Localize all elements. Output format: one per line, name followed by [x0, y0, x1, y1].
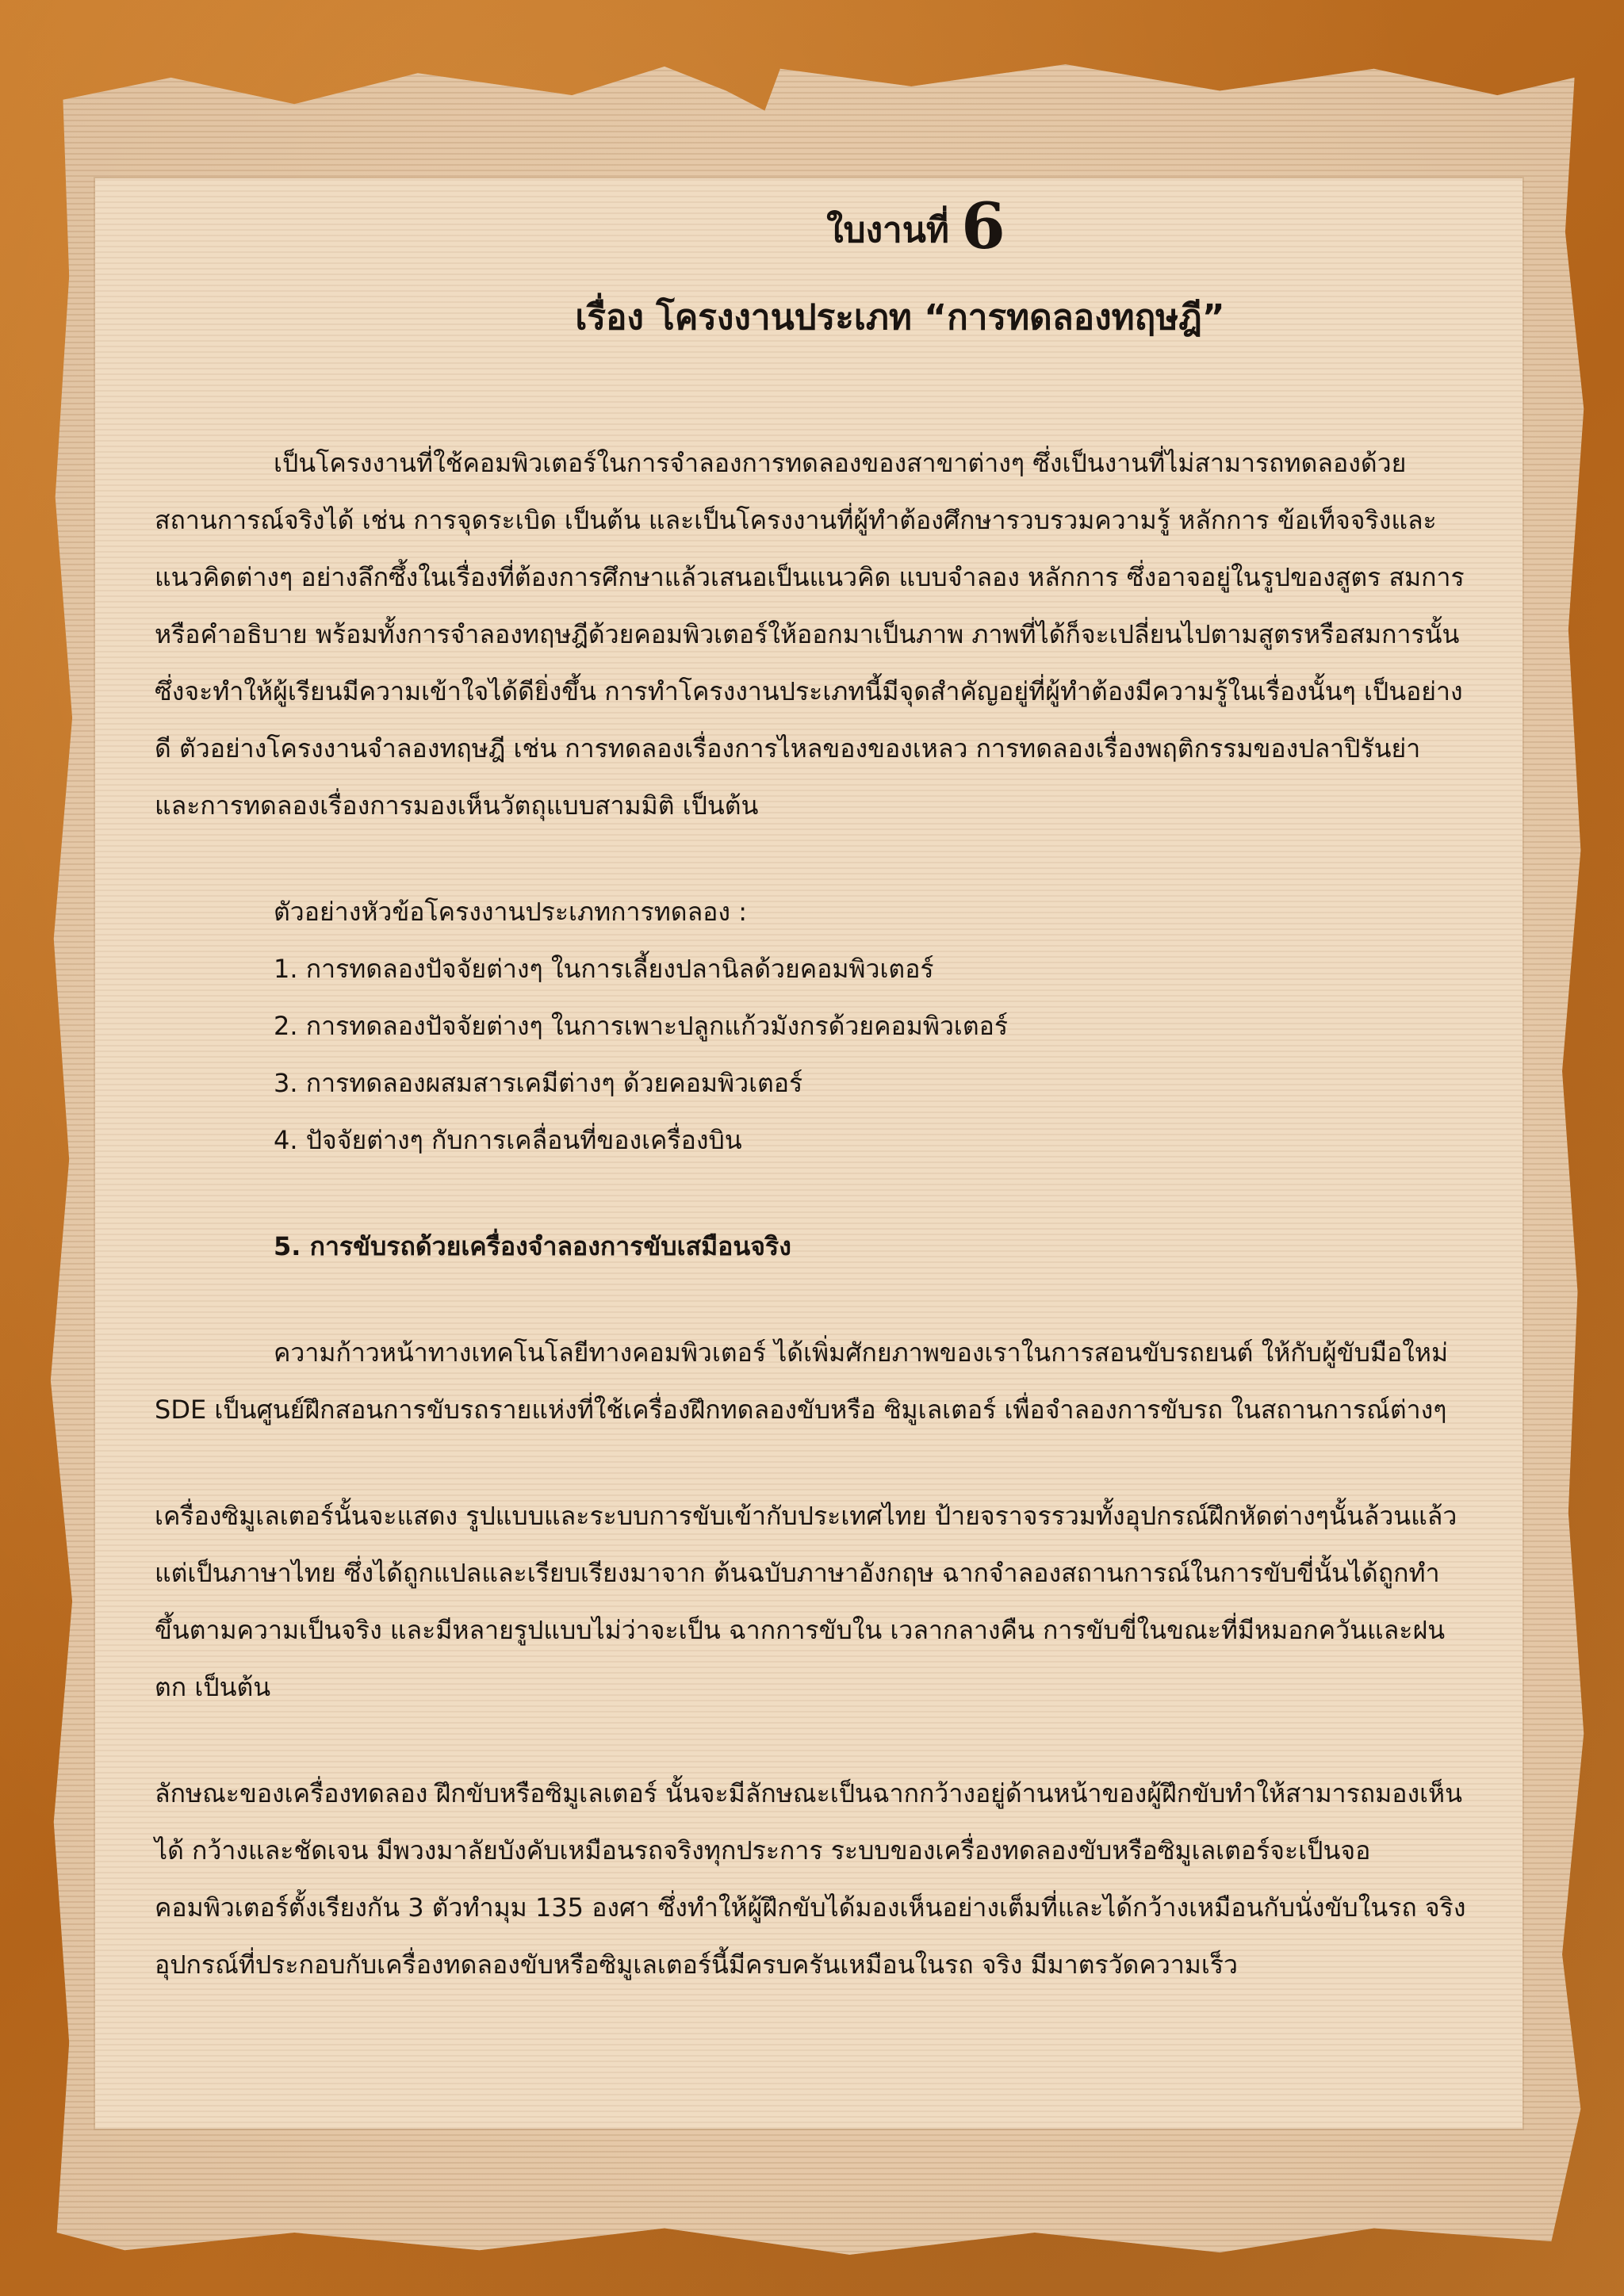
list-item: 1. การทดลองปัจจัยต่างๆ ในการเลี้ยงปลานิลด้วยคอมพิวเตอร์ — [274, 954, 934, 984]
title-number: 6 — [961, 189, 1005, 263]
document-body — [155, 189, 1471, 1993]
examples-list — [274, 883, 1471, 1169]
list-item: 3. การทดลองผสมสารเคมีต่างๆ ด้วยคอมพิวเตอร์ — [274, 1068, 803, 1098]
featured-heading: 5. การขับรถด้วยเครื่องจำลองการขับเสมือนจริง — [274, 1231, 791, 1261]
intro-paragraph: เป็นโครงงานที่ใช้คอมพิวเตอร์ในการจำลองการทดลองของสาขาต่างๆ ซึ่งเป็นงานที่ไม่สามารถทดลองด้วยสถานการณ์จริงได้ เช่น การจุดระเบิด เป็นต้น และเป็นโครงงานที่ผู้ทำต้องศึกษารวบรวมความรู้ หลักการ ข้อเท็จจริงและแนวคิดต่างๆ อย่างลึกซึ้งในเรื่องที่ต้องการศึกษาแล้วเสนอเป็นแนวคิด แบบจำลอง หลักการ ซึ่งอาจอยู่ในรูปของสูตร สมการ หรือคำอธิบาย พร้อมทั้งการจำลองทฤษฎีด้วยคอมพิวเตอร์ให้ออกมาเป็นภาพ ภาพที่ได้ก็จะเปลี่ยนไปตามสูตรหรือสมการนั้น ซึ่งจะทำให้ผู้เรียนมีความเข้าใจได้ดียิ่งขึ้น การทำโครงงานประเภทนี้มีจุดสำคัญอยู่ที่ผู้ทำต้องมีความรู้ในเรื่องนั้นๆ เป็นอย่างดี ตัวอย่างโครงงานจำลองทฤษฎี เช่น การทดลองเรื่องการไหลของของเหลว การทดลองเรื่องพฤติกรรมของปลาปิรันย่า และการทดลองเรื่องการมองเห็นวัตถุแบบสามมิติ เป็นต้น — [155, 448, 1465, 821]
page-subtitle: เรื่อง โครงงานประเภท “การทดลองทฤษฎี” — [575, 297, 1225, 338]
list-item: 4. ปัจจัยต่างๆ กับการเคลื่อนที่ของเครื่องบิน — [274, 1125, 742, 1155]
title-prefix: ใบงานที่ — [826, 210, 949, 251]
paragraph-simulator-language: เครื่องซิมูเลเตอร์นั้นจะแสดง รูปแบบและระบบการขับเข้ากับประเทศไทย ป้ายจราจรรวมทั้งอุปกรณ์ฝึกหัดต่างๆนั้นล้วนแล้วแต่เป็นภาษาไทย ซึ่งได้ถูกแปลและเรียบเรียงมาจาก ต้นฉบับภาษาอังกฤษ ฉากจำลองสถานการณ์ในการขับขี่นั้นได้ถูกทำขึ้นตามความเป็นจริง และมีหลายรูปแบบไม่ว่าจะเป็น ฉากการขับใน เวลากลางคืน การขับขี่ในขณะที่มีหมอกควันและฝนตก เป็นต้น — [155, 1501, 1457, 1702]
examples-heading: ตัวอย่างหัวข้อโครงงานประเภทการทดลอง : — [274, 897, 747, 927]
paragraph-simulator-intro: ความก้าวหน้าทางเทคโนโลยีทางคอมพิวเตอร์ ได้เพิ่มศักยภาพของเราในการสอนขับรถยนต์ ให้กับผู้ขับมือใหม่ SDE เป็นศูนย์ฝึกสอนการขับรถรายแห่งที่ใช้เครื่องฝึกทดลองขับหรือ ซิมูเลเตอร์ เพื่อจำลองการขับรถ ในสถานการณ์ต่างๆ — [155, 1337, 1449, 1425]
paragraph-simulator-features: ลักษณะของเครื่องทดลอง ฝึกขับหรือซิมูเลเตอร์ นั้นจะมีลักษณะเป็นฉากกว้างอยู่ด้านหน้าของผู้ฝึกขับทำให้สามารถมองเห็นได้ กว้างและชัดเจน มีพวงมาลัยบังคับเหมือนรถจริงทุกประการ ระบบของเครื่องทดลองขับหรือซิมูเลเตอร์จะเป็นจอคอมพิวเตอร์ตั้งเรียงกัน 3 ตัวทำมุม 135 องศา ซึ่งทำให้ผู้ฝึกขับได้มองเห็นอย่างเต็มที่และได้กว้างเหมือนกับนั่งขับในรถ จริง อุปกรณ์ที่ประกอบกับเครื่องทดลองขับหรือซิมูเลเตอร์นี้มีครบครันเหมือนในรถ จริง มีมาตรวัดความเร็ว — [155, 1778, 1466, 1980]
list-item: 2. การทดลองปัจจัยต่างๆ ในการเพาะปลูกแก้วมังกรด้วยคอมพิวเตอร์ — [274, 1011, 1009, 1041]
page-title — [361, 189, 1471, 263]
